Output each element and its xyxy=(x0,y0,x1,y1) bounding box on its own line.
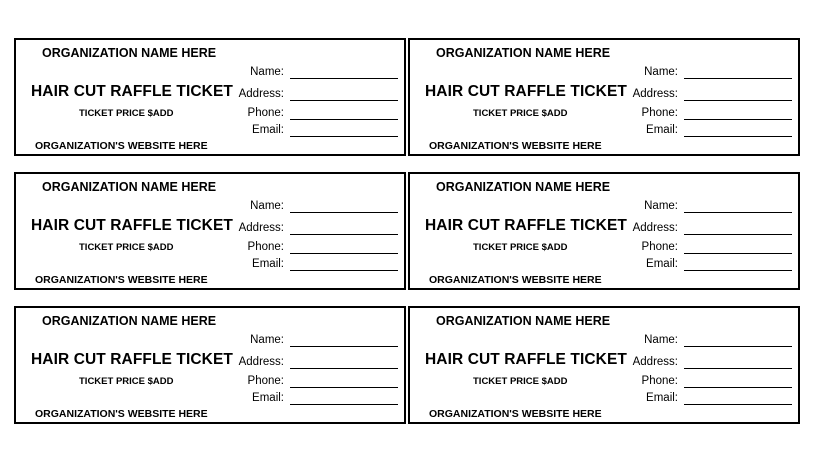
address-field-line xyxy=(684,100,792,101)
organization-website: ORGANIZATION'S WEBSITE HERE xyxy=(429,140,602,152)
ticket-price: TICKET PRICE $ADD xyxy=(473,108,568,119)
organization-name: ORGANIZATION NAME HERE xyxy=(42,314,217,328)
name-label: Name: xyxy=(250,200,284,212)
phone-field-line xyxy=(684,253,792,254)
ticket-price: TICKET PRICE $ADD xyxy=(473,376,568,387)
address-field-line xyxy=(290,368,398,369)
address-field-line xyxy=(684,234,792,235)
name-field-line xyxy=(684,78,792,79)
email-label: Email: xyxy=(646,392,678,404)
name-field-line xyxy=(290,212,398,213)
phone-label: Phone: xyxy=(247,375,284,387)
name-label: Name: xyxy=(644,200,678,212)
raffle-ticket xyxy=(408,38,800,156)
ticket-title: HAIR CUT RAFFLE TICKET xyxy=(31,351,233,368)
ticket-title: HAIR CUT RAFFLE TICKET xyxy=(31,83,233,100)
phone-field-line xyxy=(684,119,792,120)
name-label: Name: xyxy=(644,66,678,78)
email-field-line xyxy=(290,136,398,137)
ticket-price: TICKET PRICE $ADD xyxy=(79,242,174,253)
ticket-title: HAIR CUT RAFFLE TICKET xyxy=(425,217,627,234)
name-label: Name: xyxy=(644,334,678,346)
organization-name: ORGANIZATION NAME HERE xyxy=(42,46,217,60)
address-label: Address: xyxy=(238,356,284,368)
email-label: Email: xyxy=(646,124,678,136)
address-label: Address: xyxy=(632,222,678,234)
address-field-line xyxy=(684,368,792,369)
organization-name: ORGANIZATION NAME HERE xyxy=(436,180,611,194)
organization-name: ORGANIZATION NAME HERE xyxy=(42,180,217,194)
organization-website: ORGANIZATION'S WEBSITE HERE xyxy=(429,408,602,420)
name-label: Name: xyxy=(250,334,284,346)
name-field-line xyxy=(290,346,398,347)
organization-name: ORGANIZATION NAME HERE xyxy=(436,46,611,60)
email-field-line xyxy=(684,270,792,271)
raffle-ticket xyxy=(408,172,800,290)
raffle-ticket xyxy=(14,306,406,424)
raffle-ticket xyxy=(408,306,800,424)
phone-field-line xyxy=(290,387,398,388)
email-field-line xyxy=(290,404,398,405)
phone-label: Phone: xyxy=(247,241,284,253)
address-label: Address: xyxy=(238,88,284,100)
email-label: Email: xyxy=(252,124,284,136)
email-field-line xyxy=(684,136,792,137)
ticket-title: HAIR CUT RAFFLE TICKET xyxy=(425,83,627,100)
raffle-ticket xyxy=(14,38,406,156)
email-label: Email: xyxy=(252,392,284,404)
email-field-line xyxy=(290,270,398,271)
organization-website: ORGANIZATION'S WEBSITE HERE xyxy=(35,274,208,286)
address-label: Address: xyxy=(632,88,678,100)
ticket-title: HAIR CUT RAFFLE TICKET xyxy=(425,351,627,368)
phone-label: Phone: xyxy=(641,375,678,387)
name-label: Name: xyxy=(250,66,284,78)
address-label: Address: xyxy=(238,222,284,234)
ticket-price: TICKET PRICE $ADD xyxy=(79,108,174,119)
phone-label: Phone: xyxy=(247,107,284,119)
name-field-line xyxy=(684,346,792,347)
phone-field-line xyxy=(290,253,398,254)
phone-field-line xyxy=(684,387,792,388)
address-label: Address: xyxy=(632,356,678,368)
organization-website: ORGANIZATION'S WEBSITE HERE xyxy=(35,140,208,152)
address-field-line xyxy=(290,234,398,235)
name-field-line xyxy=(290,78,398,79)
ticket-price: TICKET PRICE $ADD xyxy=(79,376,174,387)
name-field-line xyxy=(684,212,792,213)
ticket-title: HAIR CUT RAFFLE TICKET xyxy=(31,217,233,234)
email-field-line xyxy=(684,404,792,405)
phone-label: Phone: xyxy=(641,241,678,253)
organization-name: ORGANIZATION NAME HERE xyxy=(436,314,611,328)
email-label: Email: xyxy=(252,258,284,270)
raffle-ticket xyxy=(14,172,406,290)
phone-label: Phone: xyxy=(641,107,678,119)
organization-website: ORGANIZATION'S WEBSITE HERE xyxy=(429,274,602,286)
phone-field-line xyxy=(290,119,398,120)
email-label: Email: xyxy=(646,258,678,270)
organization-website: ORGANIZATION'S WEBSITE HERE xyxy=(35,408,208,420)
ticket-price: TICKET PRICE $ADD xyxy=(473,242,568,253)
address-field-line xyxy=(290,100,398,101)
